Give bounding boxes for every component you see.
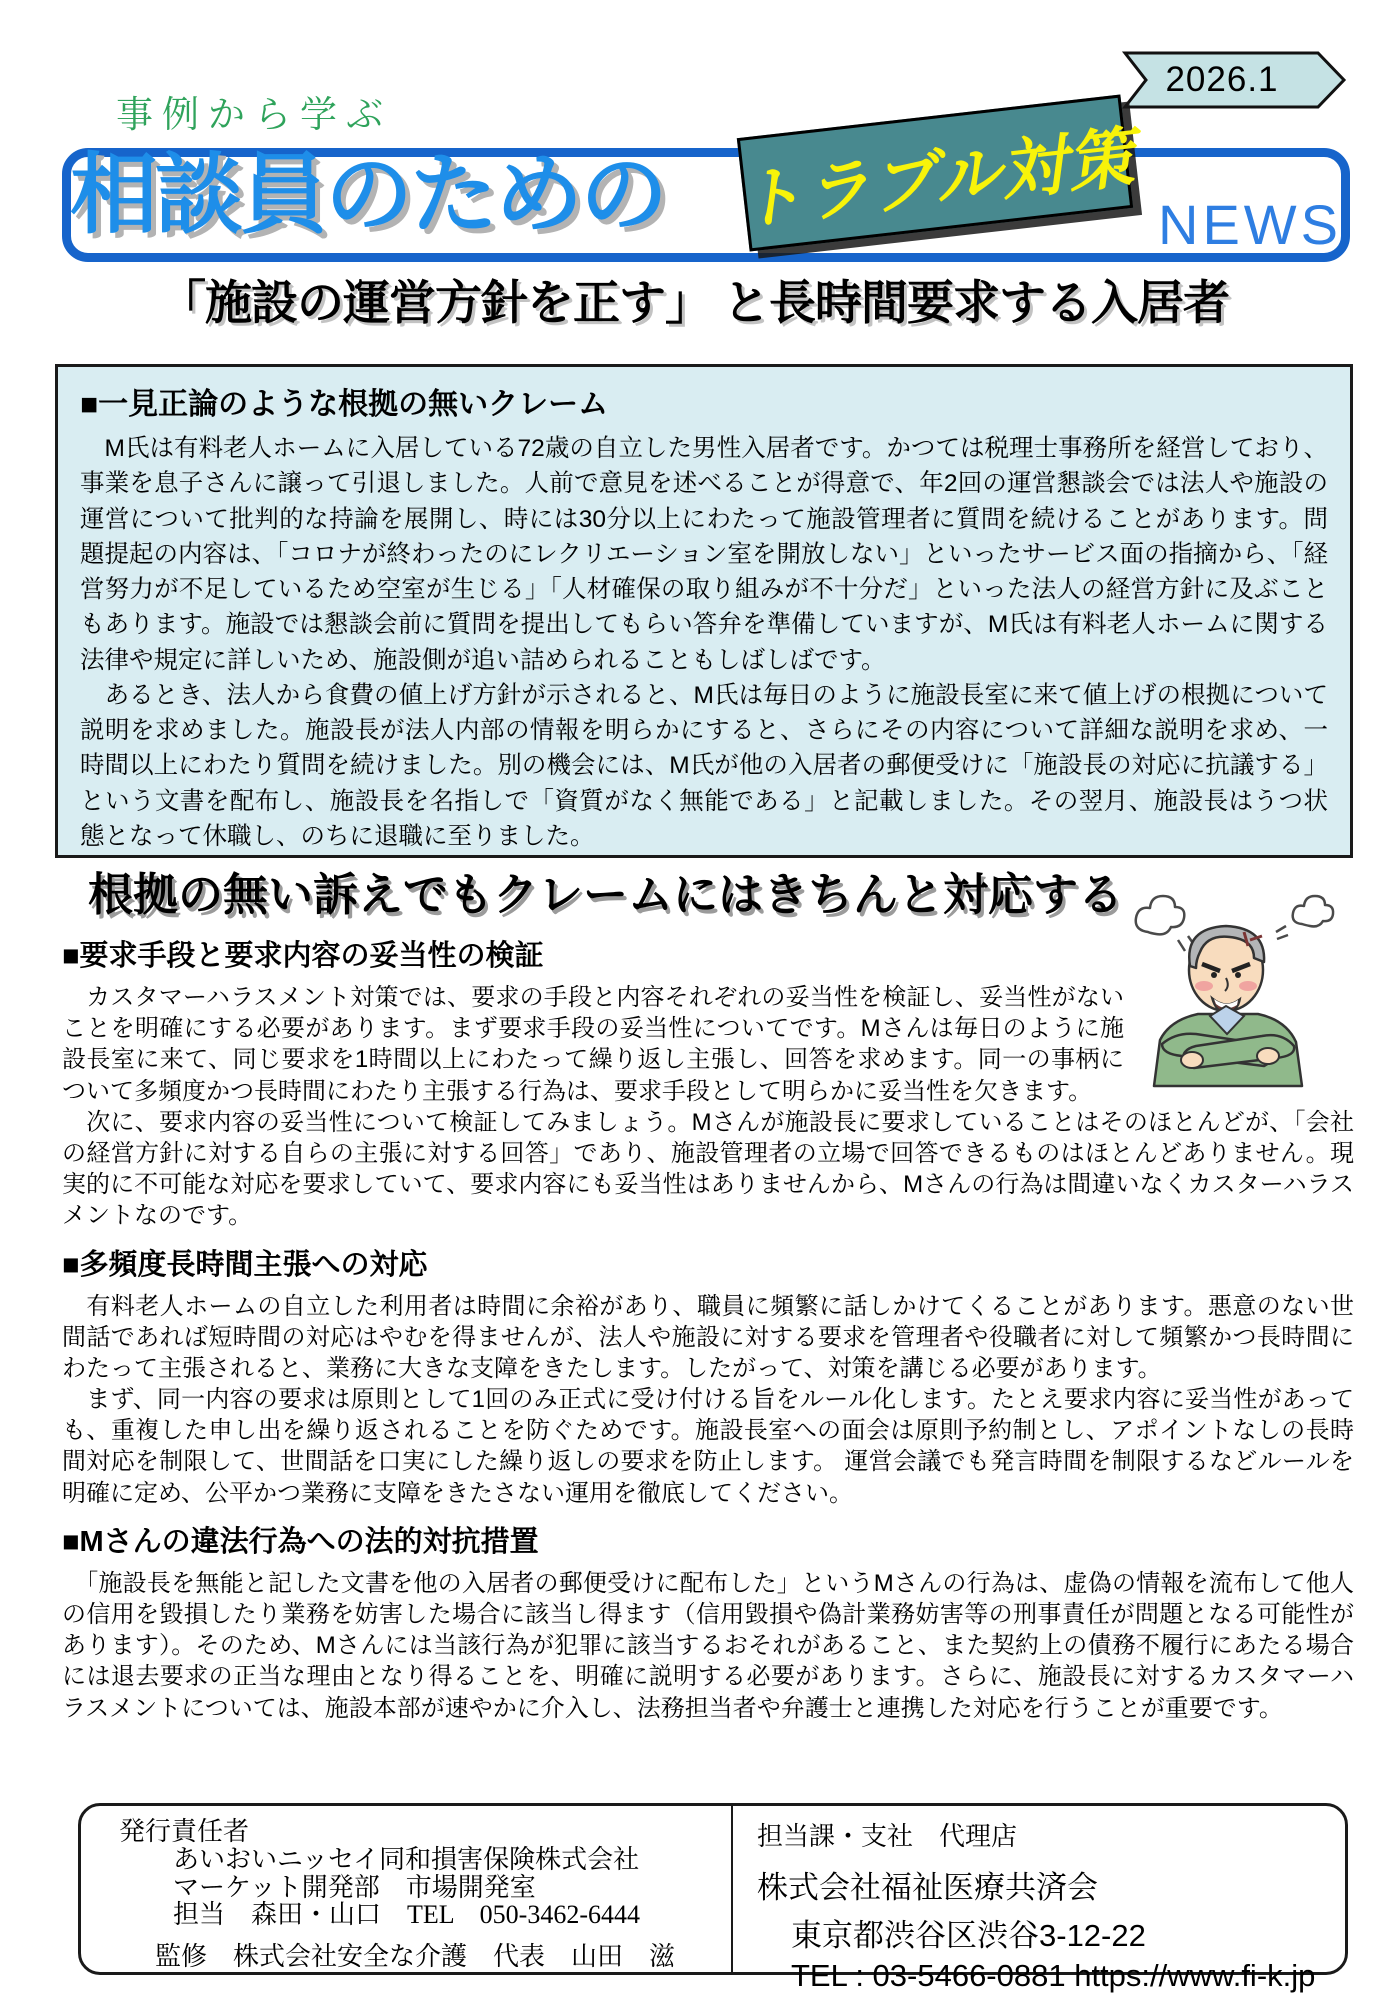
body-paragraph: 次に、要求内容の妥当性について検証してみましょう。Mさんが施設長に要求していることはそのほとんどが、「会社の経営方針に対する自らの主張に対する回答」であり、施設管理者の立場で回答できるものはほとんどありません。現実的に不可能な対応を要求していて、要求内容にも妥当性はありませんから、Mさんの行為は間違いなくカスターハラスメントなのです。 [62, 1108, 1354, 1230]
section-heading: ■Mさんの違法行為への法的対抗措置 [62, 1525, 539, 1558]
issue-date-banner [1122, 50, 1348, 110]
publisher-contact: 担当 森田・山口 TEL 050-3462-6444 [173, 1900, 640, 1930]
trouble-banner-label: トラブル対策 [733, 119, 1139, 238]
supervision-credit: 監修 株式会社安全な介護 代表 山田 滋 [155, 1942, 676, 1972]
masthead-tagline: 事例から学ぶ [100, 84, 408, 138]
agency-info [733, 1806, 1345, 1993]
section-heading: ■多頻度長時間主張への対応 [62, 1248, 428, 1281]
section-legal-measures [62, 1519, 1354, 1724]
agency-company: 株式会社福祉医療共済会 [757, 1870, 1098, 1905]
agency-address: 東京都渋谷区渋谷3-12-22 [791, 1918, 1146, 1953]
body-paragraph: 有料老人ホームの自立した利用者は時間に余裕があり、職員に頻繁に話しかけてくることがあります。悪意のない世間話であれば短時間の対応はやむを得ませんが、法人や施設に対する要求を管理者や役職者に対して頻繁かつ長時間にわたって主張されると、業務に大きな支障をきたします。したがって、対策を講じる必要があります。 [62, 1292, 1354, 1382]
body-paragraph: 「施設長を無能と記した文書を他の入居者の郵便受けに配布した」というMさんの行為は、虚偽の情報を流布して他人の信用を毀損したり業務を妨害した場合に該当し得ます（信用毀損や偽計業務妨害等の刑事責任が問題となる可能性があります）。そのため、Mさんには当該行為が犯罪に該当するおそれがあること、また契約上の債務不履行にあたる場合には退去要求の正当な理由となり得ることを、明確に説明する必要があります。さらに、施設長に対するカスタマーハラスメントについては、施設本部が速やかに介入し、法務担当者や弁護士と連携した対応を行うことが重要です。 [62, 1569, 1354, 1722]
news-label: NEWS [1158, 193, 1342, 256]
section-validity-check [62, 933, 1354, 1232]
section-frequent-claims [62, 1242, 1354, 1509]
publisher-department: マーケット開発部 市場開発室 [173, 1872, 536, 1902]
issue-date: 2026.1 [1165, 60, 1279, 99]
agency-title: 担当課・支社 代理店 [757, 1822, 1018, 1851]
case-box-heading: ■一見正論のような根拠の無いクレーム [80, 388, 609, 421]
body-paragraph: まず、同一内容の要求は原則として1回のみ正式に受け付ける旨をルール化します。たとえ要求内容に妥当性があっても、重複した申し出を繰り返されることを防ぐためです。施設長室への面会は原則予約制とし、アポイントなしの長時間対応を制限して、世間話を口実にした繰り返しの要求を防止します。 運営会議でも発言時間を制限するなどルールを明確に定め、公平かつ業務に支障をきたさない運用を徹底してください。 [62, 1386, 1354, 1507]
publisher-info [81, 1806, 733, 1972]
publisher-title: 発行責任者 [119, 1817, 250, 1846]
body-paragraph: カスタマーハラスメント対策では、要求の手段と内容それぞれの妥当性を検証し、妥当性がないことを明確にする必要があります。まず要求手段の妥当性についてです。Mさんは毎日のように施設長室に来て、同じ要求を1時間以上にわたって繰り返し主張し、回答を求めます。同一の事柄について多頻度かつ長時間にわたり主張する行為は、要求手段として明らかに妥当性を欠きます。 [62, 984, 1124, 1105]
main-content [62, 858, 1354, 1724]
newsletter-title: 相談員のための [70, 145, 666, 244]
headline: 「施設の運営方針を正す」 と長時間要求する入居者 [158, 276, 1230, 329]
case-box [55, 364, 1353, 858]
case-box-paragraph: M氏は有料老人ホームに入居している72歳の自立した男性入居者です。かつては税理士事務所を経営しており、事業を息子さんに譲って引退しました。人前で意見を述べることが得意で、年2回の運営懇談会では法人や施設の運営について批判的な持論を展開し、時には30分以上にわたって施設管理者に質問を続けることがあります。問題提起の内容は、「コロナが終わったのにレクリエーション室を開放しない」といったサービス面の指摘から、「経営努力が不足しているため空室が生じる」「人材確保の取り組みが不十分だ」といった法人の経営方針に及ぶこともあります。施設では懇談会前に質問を提出してもらい答弁を準備していますが、M氏は有料老人ホームに関する法律や規定に詳しいため、施設側が追い詰められることもしばしばです。 [80, 435, 1328, 674]
section-heading: ■要求手段と要求内容の妥当性の検証 [62, 940, 544, 972]
case-box-paragraph: あるとき、法人から食費の値上げ方針が示されると、M氏は毎日のように施設長室に来て値上げの根拠について説明を求めました。施設長が法人内部の情報を明らかにすると、さらにその内容について詳細な説明を求め、一時間以上にわたり質問を続けました。別の機会には、M氏が他の入居者の郵便受けに「施設長の対応に抗議する」という文書を配布し、施設長を名指しで「資質がなく無能である」と記載しました。その翌月、施設長はうつ状態となって休職し、のちに退職に至りました。 [80, 681, 1328, 850]
agency-contact: TEL : 03-5466-0881 https://www.fi-k.jp [791, 1958, 1316, 1993]
lead-message: 根拠の無い訴えでもクレームにはきちんと対応する [88, 869, 1124, 920]
footer-box [78, 1803, 1348, 1993]
publisher-company: あいおいニッセイ同和損害保険株式会社 [173, 1844, 640, 1874]
